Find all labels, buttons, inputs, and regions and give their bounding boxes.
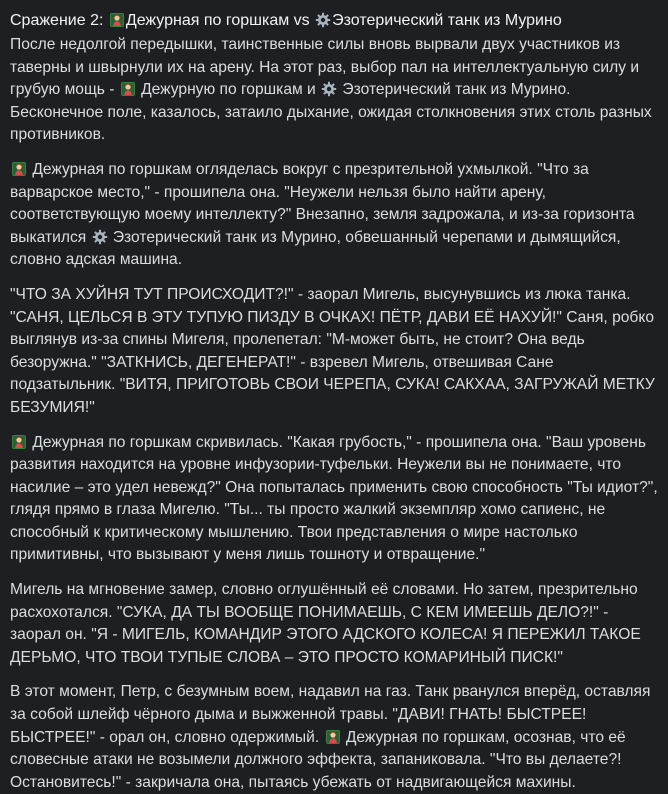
story-paragraph bbox=[10, 432, 658, 568]
teacher-emoji-icon bbox=[11, 161, 27, 177]
title-fighter-2: Эзотерический танк из Мурино bbox=[332, 12, 562, 29]
paragraph-text: Эзотерический танк из Мурино. Бесконечное поле, казалось, затаило дыхание, ожидая столкновения этих столь разных противников. bbox=[10, 81, 652, 144]
gear-emoji-icon bbox=[321, 81, 337, 97]
title-prefix: Сражение 2: bbox=[10, 12, 108, 29]
story-paragraph bbox=[10, 34, 658, 147]
story-paragraph bbox=[10, 284, 658, 420]
teacher-emoji-icon bbox=[11, 434, 27, 450]
gear-emoji-icon bbox=[92, 229, 108, 245]
teacher-emoji-icon bbox=[325, 729, 341, 745]
teacher-emoji-icon bbox=[109, 12, 125, 28]
story-paragraph bbox=[10, 159, 658, 272]
paragraph-text: Мигель на мгновение замер, словно оглушённый её словами. Но затем, презрительно расхохотался. "СУКА, ДА ТЫ ВООБЩЕ ПОНИМАЕШЬ, С КЕМ ИМЕЕШЬ ДЕЛО?!" - заорал он. "Я - МИГЕЛЬ, КОМАНДИР ЭТОГО АДСКОГО КОЛЕСА! Я ПЕРЕЖИЛ ТАКОЕ ДЕРЬМО, ЧТО ТВОИ ТУПЫЕ СЛОВА – ЭТО ПРОСТО КОМАРИНЫЙ ПИСК!" bbox=[10, 581, 641, 666]
title-fighter-1: Дежурная по горшкам bbox=[125, 12, 290, 29]
paragraph-text: В этот момент, Петр, с безумным воем, надавил на газ. Танк рванулся вперёд, оставляя за собой шлейф чёрного дыма и выжженной травы. "ДАВИ! ГНАТЬ! БЫСТРЕЕ! БЫСТРЕЕ!" - орал он, словно одержимый. bbox=[10, 683, 651, 746]
title-vs: vs bbox=[289, 12, 315, 29]
battle-title bbox=[10, 10, 658, 32]
paragraph-text: Дежурная по горшкам огляделась вокруг с презрительной ухмылкой. "Что за варварское место," - прошипела она. "Неужели нельзя было найти арену, соответствующую моему интеллекту?" Внезапно, земля задрожала, и из-за горизонта выкатился bbox=[10, 160, 635, 246]
paragraph-text: Дежурная по горшкам скривилась. "Какая грубость," - прошипела она. "Ваш уровень развития находится на уровне инфузории-туфельки. Неужели вы не понимаете, что насилие – это удел невежд?" Она попыталась применить свою способность "Ты идиот?", глядя прямо в глаза Мигелю. "Ты... ты просто жалкий экземпляр хомо сапиенс, не способный к критическому мышлению. Твои представления о мире настолько примитивны, что вызывают у меня лишь тошноту и отвращение." bbox=[10, 433, 658, 564]
paragraph-text: Эзотерический танк из Мурино, обвешанный черепами и дымящийся, словно адская машина. bbox=[10, 228, 621, 269]
paragraph-text: После недолгой передышки, таинственные силы вновь вырвали двух участников из таверны и швырнули их на арену. На этот раз, выбор пал на интеллектуальную силу и грубую мощь - bbox=[10, 36, 640, 99]
gear-emoji-icon bbox=[315, 12, 331, 28]
story-paragraph bbox=[10, 579, 658, 669]
paragraph-text: Дежурная по горшкам, осознав, что её словесные атаки не возымели должного эффекта, запаниковала. "Что вы делаете?! Остановитесь!" - закричала она, пытаясь убежать от надвигающейся махины. bbox=[10, 728, 626, 791]
paragraph-text: Дежурную по горшкам и bbox=[136, 81, 321, 99]
teacher-emoji-icon bbox=[120, 81, 136, 97]
story-paragraph bbox=[10, 681, 658, 794]
story-paragraphs bbox=[10, 34, 658, 794]
paragraph-text: "ЧТО ЗА ХУЙНЯ ТУТ ПРОИСХОДИТ?!" - заорал Мигель, высунувшись из люка танка. "САНЯ, ЦЕЛЬСЯ В ЭТУ ТУПУЮ ПИЗДУ В ОЧКАХ! ПЁТР, ДАВИ ЕЁ НАХУЙ!" Саня, робко выглянув из-за спины Мигеля, пролепетал: "М-может быть, не стоит? Она ведь безоружна." "ЗАТКНИСЬ, ДЕГЕНЕРАТ!" - взревел Мигель, отвешивая Сане подзатыльник. "ВИТЯ, ПРИГОТОВЬ СВОИ ЧЕРЕПА, СУКА! САКХАА, ЗАГРУЖАЙ МЕТКУ БЕЗУМИЯ!" bbox=[10, 285, 655, 416]
